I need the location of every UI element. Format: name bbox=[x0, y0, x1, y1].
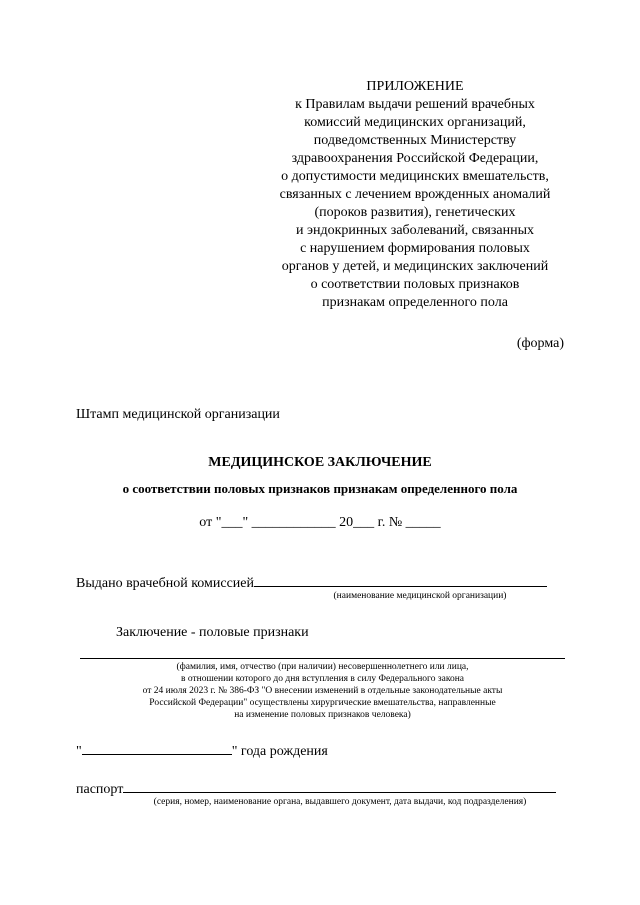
appendix-line: комиссий медицинских организаций, bbox=[304, 115, 526, 130]
appendix-line: ПРИЛОЖЕНИЕ bbox=[366, 79, 464, 94]
issued-label: Выдано врачебной комиссией bbox=[76, 576, 255, 591]
passport-caption: (серия, номер, наименование органа, выдавшего документ, дата выдачи, код подразделения) bbox=[153, 797, 527, 807]
appendix-line: здравоохранения Российской Федерации, bbox=[291, 151, 539, 166]
appendix-line: о соответствии половых признаков bbox=[310, 277, 520, 292]
fio-caption-line: Российской Федерации" осуществлены хирургические вмешательства, направленные bbox=[149, 698, 496, 708]
organization-caption: (наименование медицинской организации) bbox=[333, 591, 507, 601]
form-label: (форма) bbox=[516, 336, 564, 351]
appendix-line: (пороков развития), генетических bbox=[314, 205, 516, 220]
document-subtitle: о соответствии половых признаков признакам определенного пола bbox=[122, 481, 518, 496]
fio-caption-line: на изменение половых признаков человека) bbox=[234, 710, 411, 720]
appendix-line: признакам определенного пола bbox=[322, 295, 508, 310]
birth-year-field[interactable] bbox=[82, 740, 232, 755]
organization-field[interactable] bbox=[254, 572, 547, 587]
appendix-line: к Правилам выдачи решений врачебных bbox=[295, 97, 535, 112]
fio-caption-line: от 24 июля 2023 г. № 386-ФЗ "О внесении изменений в отдельные законодательные акты bbox=[142, 686, 503, 696]
fio-caption-line: (фамилия, имя, отчество (при наличии) несовершеннолетнего или лица, bbox=[176, 662, 469, 672]
birth-year-label: " года рождения bbox=[231, 744, 328, 759]
stamp-label: Штамп медицинской организации bbox=[76, 407, 280, 422]
fio-caption bbox=[80, 661, 565, 721]
document-title: МЕДИЦИНСКОЕ ЗАКЛЮЧЕНИЕ bbox=[208, 455, 432, 470]
conclusion-label: Заключение - половые признаки bbox=[116, 625, 309, 640]
passport-field[interactable] bbox=[123, 778, 556, 793]
appendix-line: и эндокринных заболеваний, связанных bbox=[295, 223, 534, 238]
appendix-line: органов у детей, и медицинских заключений bbox=[281, 259, 549, 274]
fio-caption-line: в отношении которого до дня вступления в силу Федерального закона bbox=[180, 674, 464, 684]
appendix-header bbox=[255, 78, 575, 312]
birth-year-row bbox=[76, 740, 328, 761]
appendix-line: подведомственных Министерству bbox=[313, 133, 517, 148]
date-number-line[interactable]: от "___" ____________ 20___ г. № _____ bbox=[199, 515, 441, 530]
appendix-line: с нарушением формирования половых bbox=[300, 241, 530, 256]
passport-label: паспорт bbox=[76, 782, 124, 797]
birth-open-quote: " bbox=[76, 744, 82, 759]
appendix-line: связанных с лечением врожденных аномалий bbox=[279, 187, 551, 202]
appendix-line: о допустимости медицинских вмешательств, bbox=[281, 169, 549, 184]
fio-field[interactable] bbox=[80, 658, 565, 659]
